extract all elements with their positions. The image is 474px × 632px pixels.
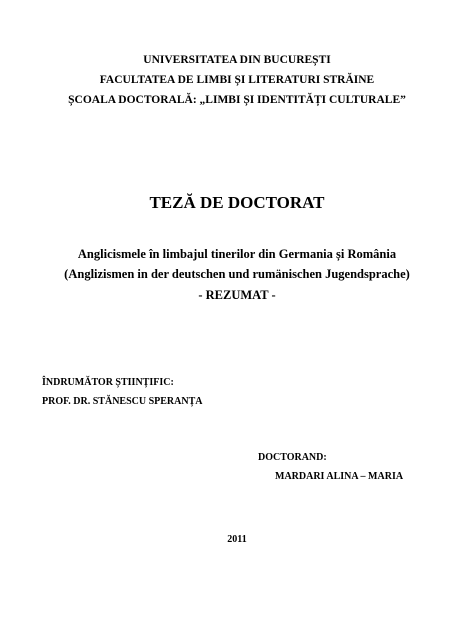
- thesis-title-german: (Anglizismen in der deutschen und rumänischen Jugendsprache): [64, 267, 410, 281]
- publication-year: 2011: [227, 534, 247, 545]
- thesis-title-romanian: Anglicismele în limbajul tinerilor din Germania și România: [77, 247, 397, 261]
- university-name: UNIVERSITATEA DIN BUCUREȘTI: [143, 54, 331, 66]
- thesis-type-heading: TEZĂ DE DOCTORAT: [149, 193, 325, 212]
- summary-label: - REZUMAT -: [198, 288, 276, 302]
- advisor-name: PROF. DR. STĂNESCU SPERANȚA: [42, 396, 203, 407]
- advisor-label: ÎNDRUMĂTOR ȘTIINȚIFIC:: [42, 377, 174, 388]
- candidate-name: MARDARI ALINA – MARIA: [275, 471, 404, 482]
- doctoral-school-name: ȘCOALA DOCTORALĂ: „LIMBI ȘI IDENTITĂȚI CULTURALE”: [68, 94, 406, 106]
- candidate-label: DOCTORAND:: [258, 452, 327, 463]
- faculty-name: FACULTATEA DE LIMBI ȘI LITERATURI STRĂINE: [99, 74, 375, 86]
